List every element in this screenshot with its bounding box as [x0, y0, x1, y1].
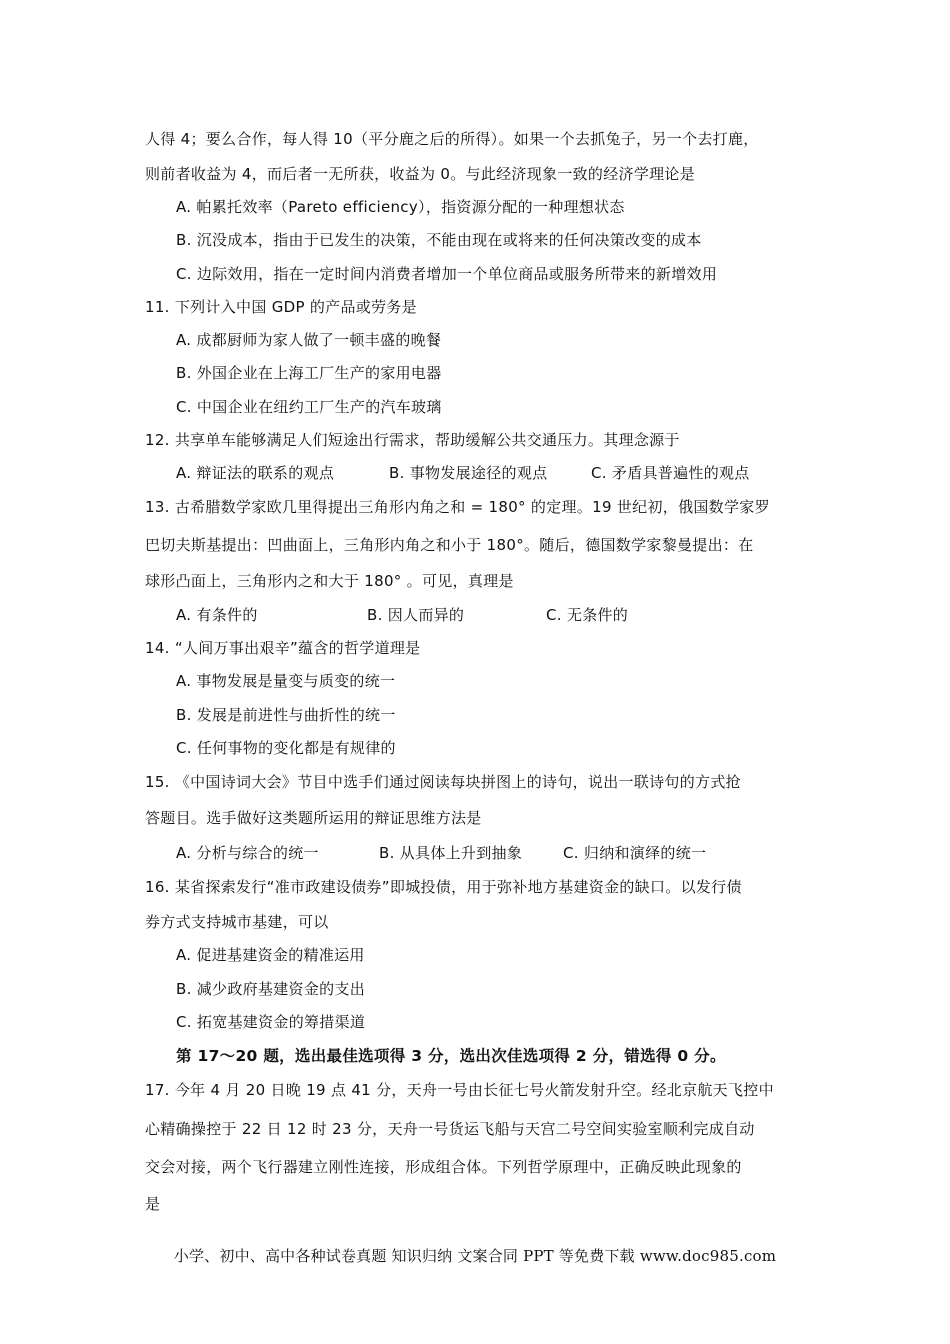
text-line: 心精确操控于 22 日 12 时 23 分，天舟一号货运飞船与天宫二号空间实验室顺利完成自动 [145, 1120, 755, 1138]
option-c: C. 边际效用，指在一定时间内消费者增加一个单位商品或服务所带来的新增效用 [176, 265, 718, 283]
option-b: B. 事物发展途径的观点 [389, 464, 548, 482]
option-c: C. 任何事物的变化都是有规律的 [176, 739, 396, 757]
text-line: 答题目。选手做好这类题所运用的辩证思维方法是 [145, 809, 482, 827]
section-instruction: 第 17～20 题，选出最佳选项得 3 分，选出次佳选项得 2 分，错选得 0 分。 [176, 1047, 726, 1065]
option-c: C. 归纳和演绎的统一 [563, 844, 707, 862]
option-a: A. 成都厨师为家人做了一顿丰盛的晚餐 [176, 331, 442, 349]
text-line: 巴切夫斯基提出：凹曲面上，三角形内角之和小于 180°。随后，德国数学家黎曼提出：在 [145, 536, 754, 554]
text-line: 交会对接，两个飞行器建立刚性连接，形成组合体。下列哲学原理中，正确反映此现象的 [145, 1158, 742, 1176]
question-14: 14. “人间万事出艰辛”蕴含的哲学道理是 [145, 639, 421, 657]
question-13: 13. 古希腊数学家欧几里得提出三角形内角之和 = 180° 的定理。19 世纪初，俄国数学家罗 [145, 498, 770, 516]
option-c: C. 拓宽基建资金的筹措渠道 [176, 1013, 366, 1031]
option-b: B. 因人而异的 [367, 606, 465, 624]
question-17: 17. 今年 4 月 20 日晚 19 点 41 分，天舟一号由长征七号火箭发射升空。经北京航天飞控中 [145, 1081, 774, 1099]
text-line: 人得 4；要么合作，每人得 10（平分鹿之后的所得）。如果一个去抓兔子，另一个去打鹿， [145, 130, 759, 148]
option-b: B. 减少政府基建资金的支出 [176, 980, 366, 998]
option-a: A. 帕累托效率（Pareto efficiency），指资源分配的一种理想状态 [176, 198, 625, 216]
option-a: A. 事物发展是量变与质变的统一 [176, 672, 396, 690]
option-b: B. 从具体上升到抽象 [379, 844, 523, 862]
option-a: A. 有条件的 [176, 606, 258, 624]
option-c: C. 中国企业在纽约工厂生产的汽车玻璃 [176, 398, 442, 416]
footer-watermark: 小学、初中、高中各种试卷真题 知识归纳 文案合同 PPT 等免费下载 www.doc985.com [173, 1247, 777, 1265]
option-a: A. 辩证法的联系的观点 [176, 464, 335, 482]
option-c: C. 无条件的 [546, 606, 629, 624]
text-line: 球形凸面上，三角形内之和大于 180° 。可见，真理是 [145, 572, 514, 590]
question-11: 11. 下列计入中国 GDP 的产品或劳务是 [145, 298, 417, 316]
option-b: B. 发展是前进性与曲折性的统一 [176, 706, 396, 724]
question-15: 15. 《中国诗词大会》节目中选手们通过阅读每块拼图上的诗句，说出一联诗句的方式抢 [145, 773, 741, 791]
text-line: 是 [145, 1195, 161, 1213]
option-b: B. 沉没成本，指由于已发生的决策，不能由现在或将来的任何决策改变的成本 [176, 231, 702, 249]
option-b: B. 外国企业在上海工厂生产的家用电器 [176, 364, 442, 382]
text-line: 券方式支持城市基建，可以 [145, 913, 329, 931]
option-a: A. 分析与综合的统一 [176, 844, 319, 862]
question-16: 16. 某省探索发行“准市政建设债券”即城投债，用于弥补地方基建资金的缺口。以发行债 [145, 878, 742, 896]
option-a: A. 促进基建资金的精准运用 [176, 946, 365, 964]
option-c: C. 矛盾具普遍性的观点 [591, 464, 750, 482]
question-12: 12. 共享单车能够满足人们短途出行需求，帮助缓解公共交通压力。其理念源于 [145, 431, 680, 449]
text-line: 则前者收益为 4，而后者一无所获，收益为 0。与此经济现象一致的经济学理论是 [145, 165, 696, 183]
